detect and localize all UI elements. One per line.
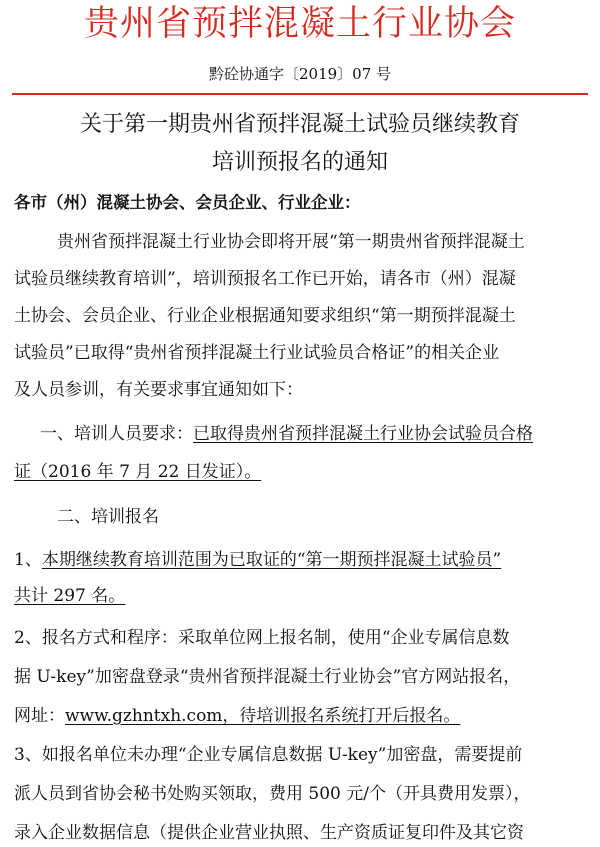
intro-line-3: 土协会、会员企业、行业企业根据通知要求组织“第一期预拌混凝土: [14, 306, 516, 326]
item1-number: 1、: [14, 550, 42, 570]
website-url[interactable]: www.gzhntxh.com，待培训报名系统打开后报名。: [65, 706, 461, 726]
item2-line-2: 据 U-key”加密盘登录“贵州省预拌混凝土行业协会”官方网站报名，: [14, 667, 521, 687]
intro-line-4: 试验员”已取得“贵州省预拌混凝土行业试验员合格证”的相关企业: [14, 343, 500, 363]
intro-line-1: 贵州省预拌混凝土行业协会即将开展“第一期贵州省预拌混凝土: [57, 232, 525, 252]
intro-line-2: 试验员继续教育培训”，培训预报名工作已开始，请各市（州）混凝: [14, 269, 516, 289]
item2-line-3: [14, 703, 460, 729]
website-label: 网址：: [14, 706, 65, 726]
section1-label: 一、培训人员要求：: [40, 424, 193, 444]
document-number: 黔砼协通字〔2019〕07 号: [208, 65, 392, 83]
notice-title-line-1: 关于第一期贵州省预拌混凝土试验员继续教育: [79, 112, 520, 137]
item3-line-2: 派人员到省协会秘书处购买领取，费用 500 元/个（开具费用发票），: [14, 784, 531, 804]
association-title: 贵州省预拌混凝土行业协会: [83, 4, 516, 44]
salutation: 各市（州）混凝土协会、会员企业、行业企业：: [14, 193, 361, 212]
intro-line-5: 及人员参训，有关要求事宜通知如下：: [14, 380, 303, 400]
item1-text: 本期继续教育培训范围为已取证的“第一期预拌混凝土试验员”: [41, 550, 502, 570]
item3-line-3: 录入企业数据信息（提供企业营业执照、生产资质证复印件及其它资: [14, 823, 524, 843]
section1-line-1: [40, 421, 533, 447]
item3-line-1: 3、如报名单位未办理“企业专属信息数据 U-key”加密盘，需要提前: [14, 745, 523, 765]
item1-line-1: [14, 547, 501, 573]
section1-line-2: 证（2016 年 7 月 22 日发证）。: [14, 462, 262, 482]
section1-requirement: 已取得贵州省预拌混凝土行业协会试验员合格: [193, 424, 533, 444]
item2-line-1: 2、报名方式和程序：采取单位网上报名制，使用“企业专属信息数: [14, 628, 510, 648]
section2-heading: 二、培训报名: [57, 507, 159, 527]
item1-line-2: 共计 297 名。: [14, 586, 126, 606]
red-divider: [12, 93, 588, 95]
notice-title-line-2: 培训预报名的通知: [211, 150, 388, 175]
